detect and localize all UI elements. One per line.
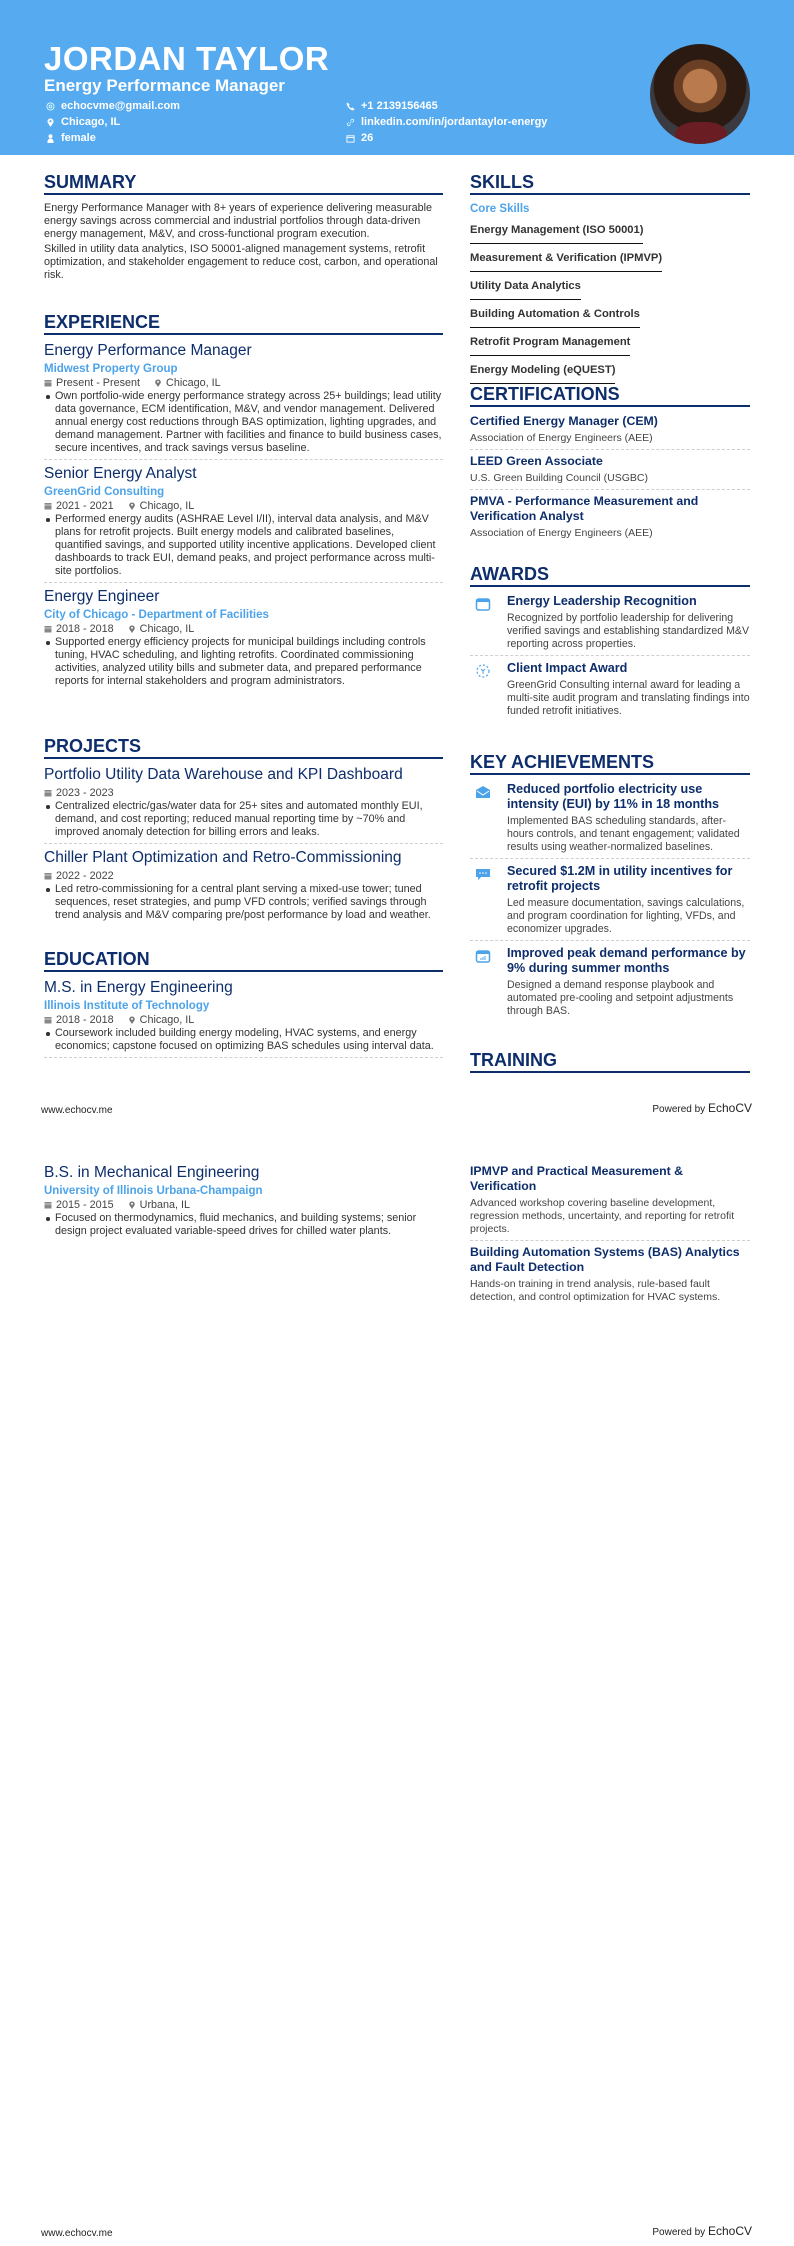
calendar-chart-icon bbox=[475, 948, 491, 964]
summary-paragraph: Skilled in utility data analytics, ISO 50001-aligned management systems, retrofit optimization, and stakeholder engagement to reduce cost, carbon, and operational risk. bbox=[44, 243, 438, 281]
footer-site-link[interactable]: www.echocv.me bbox=[41, 1105, 113, 1116]
bullet-item: Focused on thermodynamics, fluid mechanics, and building systems; senior design project evaluated variable-speed drives for chilled water plants. bbox=[44, 1212, 443, 1238]
envelope-icon bbox=[475, 784, 491, 800]
training-section-continued bbox=[470, 1164, 750, 1312]
training-description: Hands-on training in trend analysis, rule-based fault detection, and control optimization for HVAC systems. bbox=[470, 1278, 721, 1303]
location-text: Chicago, IL bbox=[61, 116, 121, 128]
calendar-icon bbox=[44, 379, 52, 387]
phone-icon bbox=[346, 102, 355, 111]
certification-title: Certified Energy Manager (CEM) bbox=[470, 414, 658, 428]
achievement-description: Implemented BAS scheduling standards, after-hours controls, and tenant engagement; validated results using weather-normalized baselines. bbox=[507, 815, 740, 853]
footer-site-link[interactable]: www.echocv.me bbox=[41, 2228, 113, 2239]
skill-item: Measurement & Verification (IPMVP) bbox=[470, 250, 662, 272]
date-range: 2018 - 2018 bbox=[56, 623, 114, 635]
training-section bbox=[470, 1050, 750, 1080]
calendar-icon bbox=[44, 1201, 52, 1209]
gender-text: female bbox=[61, 132, 96, 144]
brand-name: EchoCV bbox=[707, 2224, 752, 2238]
candidate-title: Energy Performance Manager bbox=[44, 76, 285, 95]
bullet-item: Supported energy efficiency projects for municipal buildings including controls tuning, HVAC scheduling, and lighting retrofits. Coordinated commissioning activities, analyzed utility bills and submeter data, and prepared performance reports for internal stakeholders and program administrators. bbox=[44, 636, 443, 688]
map-pin-icon bbox=[128, 502, 136, 510]
experience-section bbox=[44, 312, 443, 697]
entry-meta bbox=[44, 869, 443, 883]
entry-meta bbox=[44, 1198, 443, 1212]
map-pin-icon bbox=[128, 1201, 136, 1209]
skill-item: Energy Management (ISO 50001) bbox=[470, 222, 643, 244]
skill-group-title: Core Skills bbox=[470, 203, 530, 215]
location: Chicago, IL bbox=[139, 1014, 195, 1026]
certification-issuer: Association of Energy Engineers (AEE) bbox=[470, 432, 653, 444]
training-description: Advanced workshop covering baseline development, regression methods, uncertainty, and reporting for retrofit projects. bbox=[470, 1197, 735, 1235]
calendar-icon bbox=[44, 872, 52, 880]
skill-item: Building Automation & Controls bbox=[470, 306, 640, 328]
awards-section bbox=[470, 564, 750, 727]
map-pin-icon bbox=[128, 1016, 136, 1024]
email-text: echocvme@gmail.com bbox=[61, 100, 180, 112]
date-range: 2023 - 2023 bbox=[56, 787, 114, 799]
calendar-icon bbox=[475, 596, 491, 612]
certification-title: PMVA - Performance Measurement and Verification Analyst bbox=[470, 494, 699, 523]
skill-item: Energy Modeling (eQUEST) bbox=[470, 362, 615, 384]
date-range: 2021 - 2021 bbox=[56, 500, 114, 512]
phone-text: +1 2139156465 bbox=[361, 100, 438, 112]
section-heading: PROJECTS bbox=[44, 736, 443, 759]
date-range: 2018 - 2018 bbox=[56, 1014, 114, 1026]
section-heading: AWARDS bbox=[470, 564, 750, 587]
resume-header bbox=[0, 0, 794, 155]
map-pin-icon bbox=[154, 379, 162, 387]
entry-meta bbox=[44, 786, 443, 800]
award-description: GreenGrid Consulting internal award for leading a multi-site audit program and translating findings into funded retrofit initiatives. bbox=[507, 679, 750, 717]
calendar-icon bbox=[44, 789, 52, 797]
target-icon bbox=[475, 663, 491, 679]
section-heading: CERTIFICATIONS bbox=[470, 384, 750, 407]
achievements-section bbox=[470, 752, 750, 1027]
certification-title: LEED Green Associate bbox=[470, 454, 603, 468]
profile-photo bbox=[650, 44, 750, 144]
section-heading: EDUCATION bbox=[44, 949, 443, 972]
job-title: Energy Engineer bbox=[44, 588, 160, 605]
powered-by-text: Powered by bbox=[652, 1104, 706, 1115]
link-icon bbox=[346, 118, 355, 127]
section-heading: SKILLS bbox=[470, 172, 750, 195]
date-range: Present - Present bbox=[56, 377, 141, 389]
summary-section bbox=[44, 172, 443, 282]
experience-entry bbox=[44, 342, 443, 460]
bullet-item: Coursework included building energy modeling, HVAC systems, and energy economics; capstone focused on optimizing BAS schedules using interval data. bbox=[44, 1027, 443, 1053]
award-title: Client Impact Award bbox=[507, 661, 628, 675]
award-description: Recognized by portfolio leadership for delivering verified savings and establishing standardized M&V reporting across properties. bbox=[507, 612, 750, 650]
degree-title: B.S. in Mechanical Engineering bbox=[44, 1164, 260, 1181]
degree-title: M.S. in Energy Engineering bbox=[44, 979, 233, 996]
training-title: IPMVP and Practical Measurement & Verification bbox=[470, 1164, 683, 1193]
chat-icon bbox=[475, 866, 491, 882]
location: Chicago, IL bbox=[139, 623, 195, 635]
achievement-entry bbox=[470, 946, 750, 1022]
certification-entry bbox=[470, 454, 750, 490]
bullet-item: Led retro-commissioning for a central plant serving a mixed-use tower; tuned sequences, reset strategies, and pump VFD controls; verified savings through trend analysis and M&V comparing pre/post performance by load and weather. bbox=[44, 883, 443, 922]
skills-section bbox=[470, 172, 750, 388]
award-title: Energy Leadership Recognition bbox=[507, 594, 697, 608]
powered-by-text: Powered by bbox=[652, 2227, 706, 2238]
achievement-description: Led measure documentation, savings calculations, and program coordination for lighting, VFDs, and economizer upgrades. bbox=[507, 897, 745, 935]
location: Chicago, IL bbox=[139, 500, 195, 512]
bullet-item: Centralized electric/gas/water data for 25+ sites and automated monthly EUI, demand, and cost reporting; reduced manual reporting time by ~70% and improved anomaly detection for billing errors and leaks. bbox=[44, 800, 443, 839]
award-entry bbox=[470, 594, 750, 656]
education-section-continued bbox=[44, 1164, 443, 1247]
footer-powered-by[interactable] bbox=[652, 1102, 752, 1116]
education-entry bbox=[44, 1164, 443, 1242]
contact-phone[interactable] bbox=[346, 99, 438, 113]
footer-powered-by[interactable] bbox=[652, 2225, 752, 2239]
school-name: Illinois Institute of Technology bbox=[44, 1000, 210, 1012]
entry-meta bbox=[44, 499, 443, 513]
entry-meta bbox=[44, 1013, 443, 1027]
project-entry bbox=[44, 849, 443, 926]
brand-name: EchoCV bbox=[707, 1101, 752, 1115]
entry-meta bbox=[44, 376, 443, 390]
training-entry bbox=[470, 1164, 750, 1241]
achievement-description: Designed a demand response playbook and automated pre-cooling and setpoint adjustments through BAS. bbox=[507, 979, 734, 1017]
training-entry bbox=[470, 1245, 750, 1308]
achievement-title: Improved peak demand performance by 9% during summer months bbox=[507, 946, 746, 975]
education-section bbox=[44, 949, 443, 1063]
company-name: Midwest Property Group bbox=[44, 363, 178, 375]
certification-issuer: Association of Energy Engineers (AEE) bbox=[470, 527, 653, 539]
section-heading: SUMMARY bbox=[44, 172, 443, 195]
project-entry bbox=[44, 766, 443, 844]
award-entry bbox=[470, 661, 750, 722]
entry-meta bbox=[44, 622, 443, 636]
location: Chicago, IL bbox=[166, 377, 221, 389]
date-range: 2015 - 2015 bbox=[56, 1199, 114, 1211]
person-icon bbox=[46, 134, 55, 143]
job-title: Senior Energy Analyst bbox=[44, 465, 197, 482]
job-title: Energy Performance Manager bbox=[44, 342, 252, 359]
candidate-name: JORDAN TAYLOR bbox=[44, 40, 330, 77]
contact-location bbox=[46, 115, 120, 129]
achievement-entry bbox=[470, 864, 750, 941]
map-pin-icon bbox=[46, 118, 55, 127]
contact-age bbox=[346, 131, 373, 145]
age-text: 26 bbox=[361, 132, 374, 144]
skill-item: Utility Data Analytics bbox=[470, 278, 581, 300]
contact-email[interactable] bbox=[46, 99, 180, 113]
certifications-section bbox=[470, 384, 750, 548]
date-range: 2022 - 2022 bbox=[56, 870, 114, 882]
location: Urbana, IL bbox=[139, 1199, 191, 1211]
calendar-icon bbox=[44, 625, 52, 633]
company-name: GreenGrid Consulting bbox=[44, 486, 165, 498]
certification-issuer: U.S. Green Building Council (USGBC) bbox=[470, 472, 648, 484]
section-heading: TRAINING bbox=[470, 1050, 750, 1073]
project-title: Portfolio Utility Data Warehouse and KPI Dashboard bbox=[44, 766, 403, 783]
section-heading: EXPERIENCE bbox=[44, 312, 443, 335]
calendar-icon bbox=[44, 502, 52, 510]
achievement-title: Secured $1.2M in utility incentives for retrofit projects bbox=[507, 864, 733, 893]
calendar-icon bbox=[44, 1016, 52, 1024]
bullet-item: Own portfolio-wide energy performance strategy across 25+ buildings; lead utility data governance, ECM identification, M&V, and vendor management. Delivered annual energy cost reductions through BAS optimization, lighting upgrades, and demand management. Partner with facilities and finance to build business cases, secure incentives, and track savings versus baseline. bbox=[44, 390, 443, 455]
certification-entry bbox=[470, 414, 750, 450]
bullet-item: Performed energy audits (ASHRAE Level I/II), interval data analysis, and M&V plans for retrofit projects. Built energy models and calibrated baselines, quantified savings, and supported utility incentive applications. Developed client dashboards to track EUI, demand peaks, and project performance across multi-site portfolios. bbox=[44, 513, 443, 578]
achievement-entry bbox=[470, 782, 750, 859]
experience-entry bbox=[44, 465, 443, 583]
training-title: Building Automation Systems (BAS) Analytics and Fault Detection bbox=[470, 1245, 740, 1274]
contact-gender bbox=[46, 131, 96, 145]
achievement-title: Reduced portfolio electricity use intensity (EUI) by 11% in 18 months bbox=[507, 782, 720, 811]
project-title: Chiller Plant Optimization and Retro-Commissioning bbox=[44, 849, 402, 866]
certification-entry bbox=[470, 494, 750, 544]
school-name: University of Illinois Urbana-Champaign bbox=[44, 1185, 263, 1197]
summary-paragraph: Energy Performance Manager with 8+ years of experience delivering measurable energy savings across commercial and industrial portfolios through data-driven energy management, M&V, and cross-functional program execution. bbox=[44, 202, 432, 240]
experience-entry bbox=[44, 588, 443, 692]
linkedin-text: linkedin.com/in/jordantaylor-energy bbox=[361, 116, 548, 128]
section-heading: KEY ACHIEVEMENTS bbox=[470, 752, 750, 775]
education-entry bbox=[44, 979, 443, 1058]
skill-item: Retrofit Program Management bbox=[470, 334, 630, 356]
at-icon bbox=[46, 102, 55, 111]
company-name: City of Chicago - Department of Facilities bbox=[44, 609, 269, 621]
contact-linkedin[interactable] bbox=[346, 115, 547, 129]
projects-section bbox=[44, 736, 443, 931]
map-pin-icon bbox=[128, 625, 136, 633]
calendar-icon bbox=[346, 134, 355, 143]
